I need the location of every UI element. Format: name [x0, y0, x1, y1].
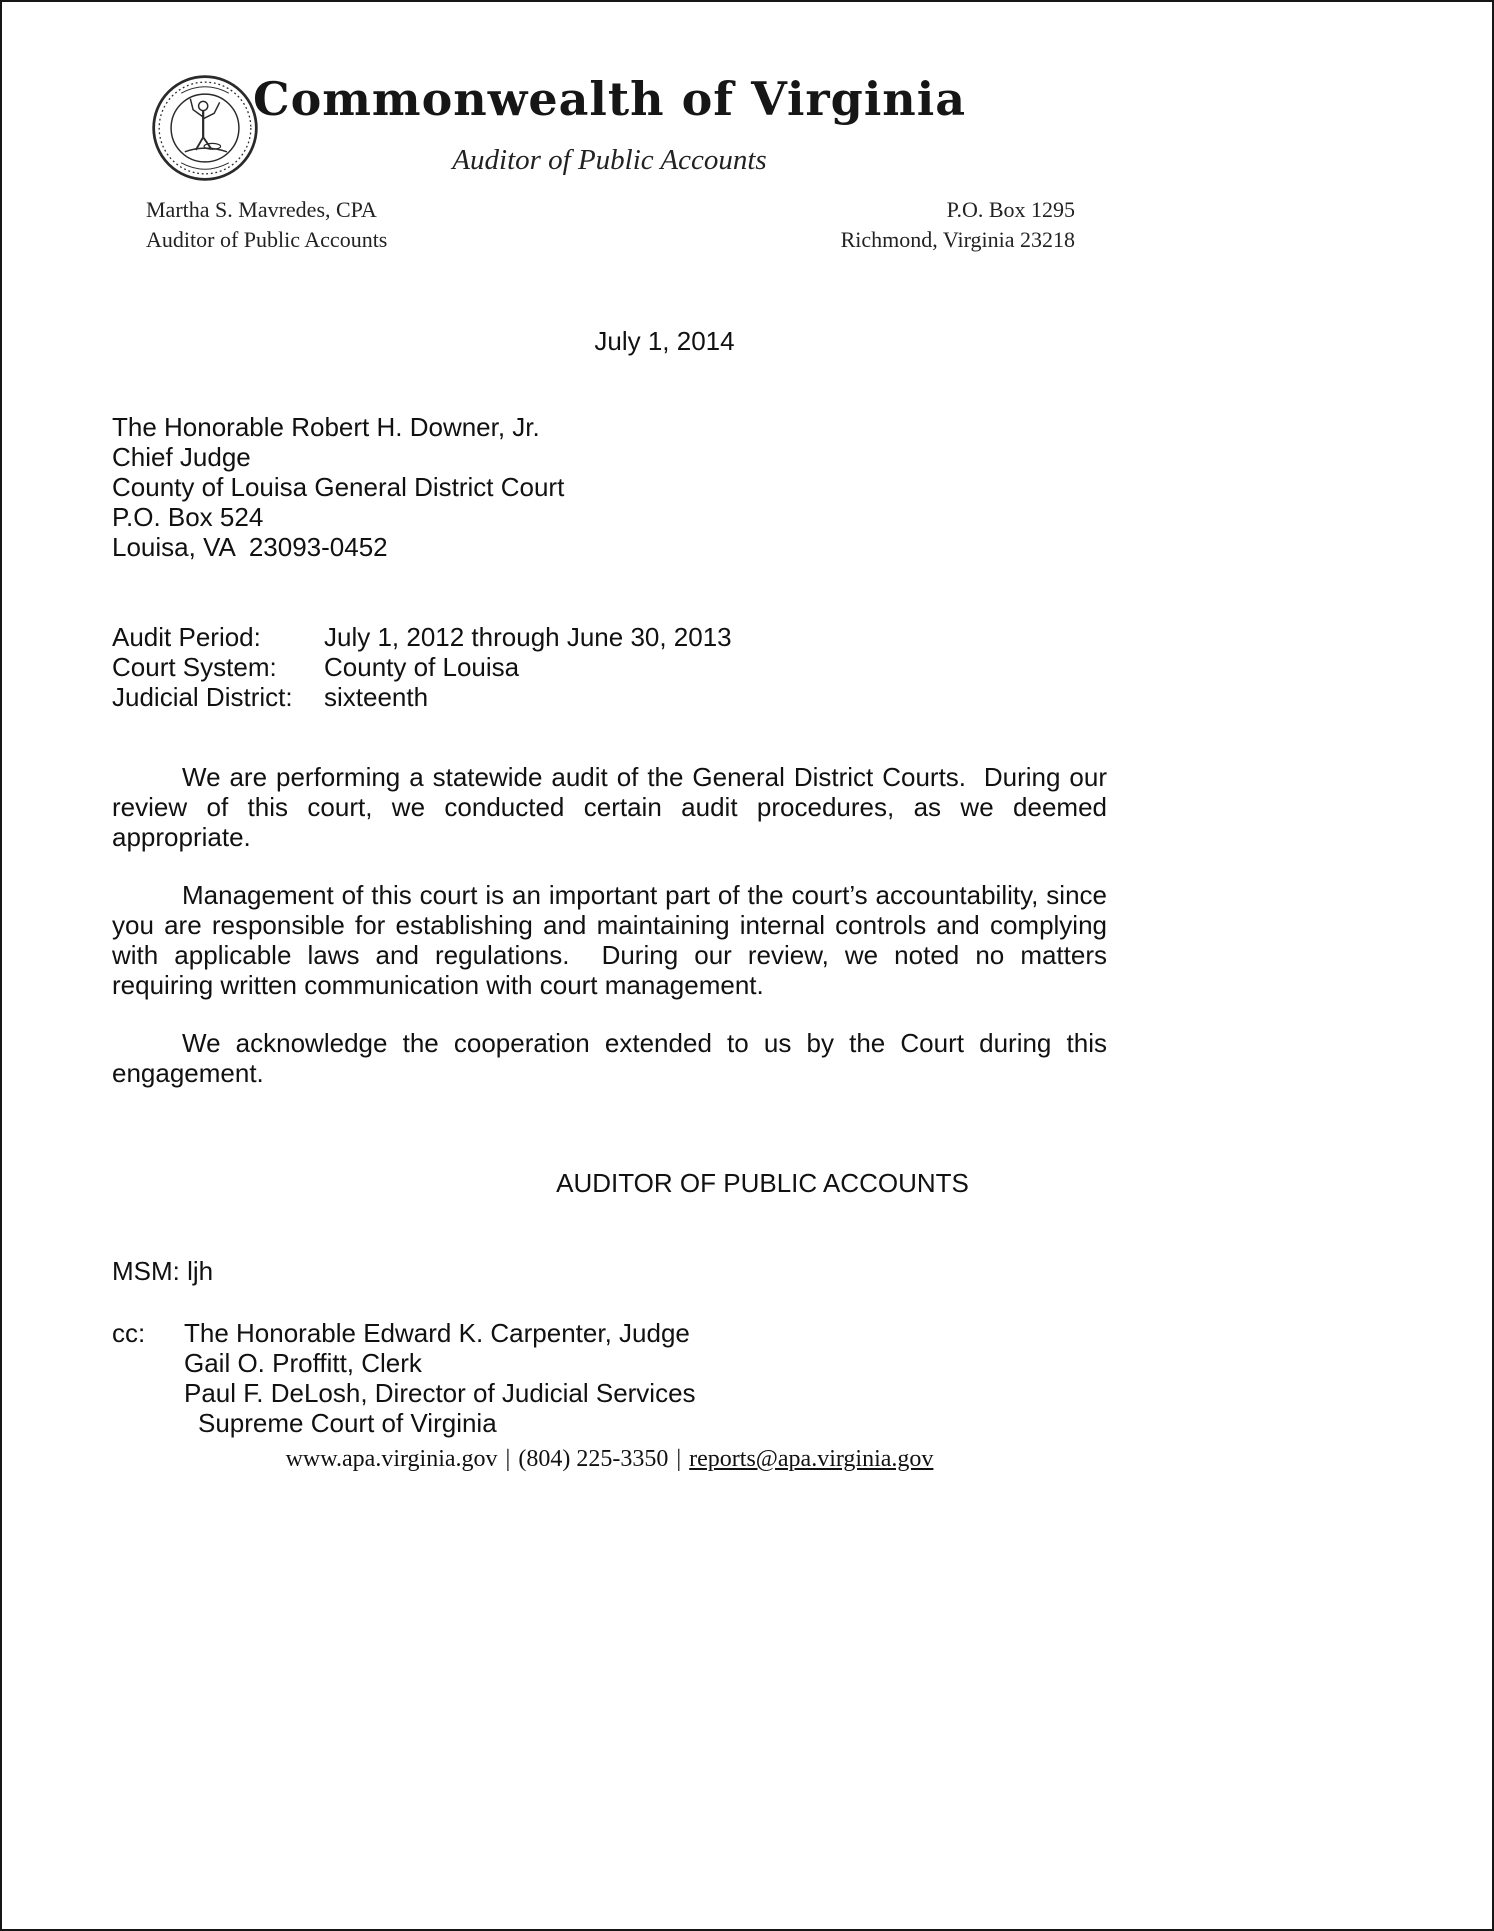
- meta-label: Audit Period:: [112, 622, 261, 653]
- recipient-line: P.O. Box 524: [112, 502, 264, 533]
- cc-line: Gail O. Proffitt, Clerk: [184, 1348, 422, 1379]
- official-title: Auditor of Public Accounts: [146, 226, 388, 252]
- recipient-line: The Honorable Robert H. Downer, Jr.: [112, 412, 540, 443]
- letterhead: [112, 66, 1107, 254]
- footer-separator: |: [505, 1446, 511, 1472]
- dept-title: Auditor of Public Accounts: [452, 144, 767, 176]
- letter-paragraphs: [112, 762, 1115, 1089]
- recipient-line: County of Louisa General District Court: [112, 472, 565, 503]
- office-address-block: [841, 195, 1075, 254]
- audit-meta: [112, 622, 1107, 712]
- signature-organization: AUDITOR OF PUBLIC ACCOUNTS: [556, 1168, 969, 1199]
- letter-date: July 1, 2014: [594, 326, 735, 357]
- office-address-line1: P.O. Box 1295: [946, 197, 1075, 222]
- footer-phone: (804) 225-3350: [518, 1446, 669, 1472]
- meta-value: sixteenth: [324, 682, 429, 713]
- recipient-address: [112, 412, 1107, 562]
- paragraph: We acknowledge the cooperation extended to us by the Court during this engagement.: [112, 1028, 1115, 1089]
- cc-line: The Honorable Edward K. Carpenter, Judge: [184, 1318, 690, 1349]
- cc-line: Supreme Court of Virginia: [198, 1408, 497, 1439]
- cc-label: cc:: [112, 1318, 146, 1349]
- meta-row-court-system: [112, 652, 1107, 682]
- official-block: [146, 195, 387, 254]
- org-title: Commonwealth of Virginia: [252, 72, 967, 126]
- cc-block: [112, 1318, 1107, 1438]
- recipient-line: Chief Judge: [112, 442, 251, 473]
- official-name: Martha S. Mavredes, CPA: [146, 197, 377, 222]
- meta-value: July 1, 2012 through June 30, 2013: [324, 622, 732, 653]
- cc-list: [184, 1318, 696, 1438]
- footer-email-link[interactable]: reports@apa.virginia.gov: [689, 1446, 934, 1472]
- footer-website: www.apa.virginia.gov: [285, 1446, 498, 1472]
- cc-line: Paul F. DeLosh, Director of Judicial Services: [184, 1378, 696, 1409]
- footer-separator: |: [676, 1446, 682, 1472]
- paragraph: We are performing a statewide audit of the General District Courts. During our review of this court, we conducted certain audit procedures, as we deemed appropriate.: [112, 762, 1115, 853]
- meta-value: County of Louisa: [324, 652, 520, 683]
- office-address-line2: Richmond, Virginia 23218: [840, 226, 1075, 252]
- virginia-seal-icon: [150, 68, 260, 188]
- recipient-line: Louisa, VA 23093-0452: [112, 532, 388, 563]
- meta-row-audit-period: [112, 622, 1107, 652]
- meta-row-judicial-district: [112, 682, 1107, 712]
- meta-label: Court System:: [112, 652, 277, 683]
- letter-body: [112, 326, 1115, 1439]
- paragraph: Management of this court is an important part of the court’s accountability, since you are responsible for establishing and maintaining internal controls and complying with applicable laws and regulations. During our review, we noted no matters requiring written communication with court management.: [112, 880, 1115, 1001]
- meta-label: Judicial District:: [112, 682, 293, 713]
- page-footer: [112, 1446, 1107, 1473]
- reference-initials: MSM: ljh: [112, 1256, 214, 1287]
